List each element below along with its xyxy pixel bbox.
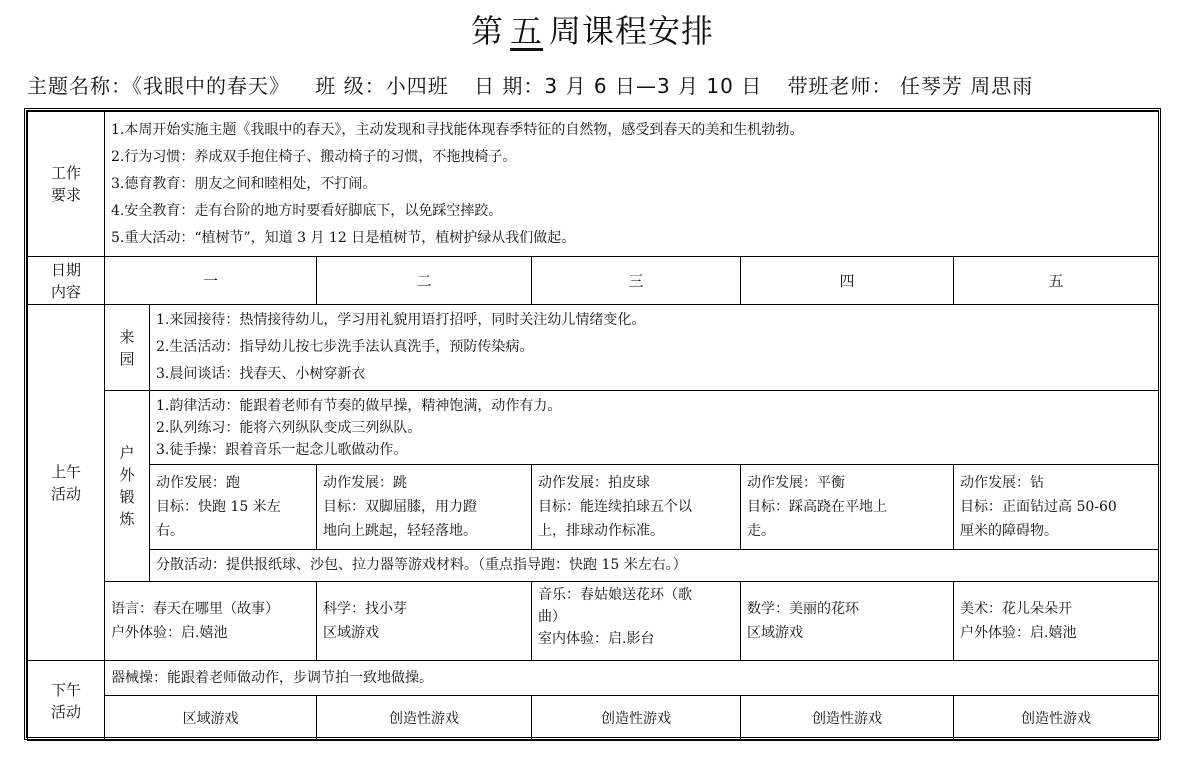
meta-line [27,70,1167,99]
lesson-cell: 科学：找小芽 区域游戏 [317,582,532,661]
outdoor-item: 3.徒手操：跟着音乐一起念儿歌做动作。 [156,441,408,458]
scattered-activity: 分散活动：提供报纸球、沙包、拉力器等游戏材料。（重点指导跑：快跑 15 米左右。） [150,550,1159,582]
afternoon-label: 下午 活动 [28,661,105,741]
schedule-table [27,111,1159,741]
arrival-item: 2.生活活动：指导幼儿按七步洗手法认真洗手，预防传染病。 [156,339,534,355]
outdoor-items [150,391,1159,465]
work-label: 工作 要求 [28,112,105,257]
motor-cell: 动作发展：跑 目标：快跑 15 米左 右。 [150,465,317,550]
game-cell: 创造性游戏 [741,696,954,741]
motor-cell: 动作发展：拍皮球 目标：能连续拍球五个以 上，排球动作标准。 [532,465,741,550]
arrival-item: 1.来园接待：热情接待幼儿，学习用礼貌用语打招呼，同时关注幼儿情绪变化。 [156,312,646,328]
game-cell: 创造性游戏 [954,696,1159,741]
day-header: 五 [954,257,1159,305]
work-item: 5.重大活动：“植树节”，知道 3 月 12 日是植树节，植树护绿从我们做起。 [111,229,576,246]
motor-cell: 动作发展：跳 目标：双脚屈膝，用力蹬 地向上跳起，轻轻落地。 [317,465,532,550]
outdoor-row [28,391,1159,465]
morning-label: 上午 活动 [28,305,105,661]
work-requirements [105,112,1159,257]
scattered-row [28,550,1159,582]
lesson-cell: 语言：春天在哪里（故事） 户外体验：启.嬉池 [105,582,317,661]
lesson-cell: 美术：花儿朵朵开 户外体验：启.嬉池 [954,582,1159,661]
day-header: 一 [105,257,317,305]
arrival-label: 来 园 [105,305,150,391]
work-item: 2.行为习惯：养成双手抱住椅子、搬动椅子的习惯，不拖拽椅子。 [111,148,517,165]
days-row [28,257,1159,305]
day-header: 二 [317,257,532,305]
game-cell: 创造性游戏 [317,696,532,741]
arrival-item: 3.晨间谈话：找春天、小树穿新衣 [156,366,366,382]
game-cell: 区域游戏 [105,696,317,741]
motor-cell: 动作发展：平衡 目标：踩高跷在平地上 走。 [741,465,954,550]
equipment-activity: 器械操：能跟着老师做动作，步调节拍一致地做操。 [105,661,1159,696]
game-cell: 创造性游戏 [532,696,741,741]
lesson-cell: 音乐：春姑娘送花环（歌 曲） 室内体验：启.影台 [532,582,741,661]
motor-cell: 动作发展：钻 目标：正面钻过高 50-60 厘米的障碍物。 [954,465,1159,550]
meta-class: 班 级：小四班 [315,74,449,98]
title-week: 五 [509,12,543,50]
title-prefix: 第 [470,12,504,50]
lessons-row [28,582,1159,661]
lesson-cell: 数学：美丽的花环 区域游戏 [741,582,954,661]
work-item: 1.本周开始实施主题《我眼中的春天》，主动发现和寻找能体现春季特征的自然物，感受到春天的美和生机勃勃。 [111,121,804,138]
outdoor-item: 1.韵律活动：能跟着老师有节奏的做早操，精神饱满，动作有力。 [156,397,562,414]
games-row [28,696,1159,741]
meta-theme: 主题名称：《我眼中的春天》 [27,74,290,98]
motor-row [28,465,1159,550]
work-item: 4.安全教育：走有台阶的地方时要看好脚底下，以免踩空摔跤。 [111,202,503,219]
days-label: 日期 内容 [28,257,105,305]
arrival-row [28,305,1159,391]
page-title [0,6,1185,52]
arrival-items [150,305,1159,391]
outdoor-label: 户 外 锻 炼 [105,391,150,582]
equipment-row [28,661,1159,696]
day-header: 三 [532,257,741,305]
day-header: 四 [741,257,954,305]
title-suffix: 周课程安排 [549,12,715,50]
outdoor-item: 2.队列练习：能将六列纵队变成三列纵队。 [156,419,422,436]
meta-date: 日 期：3 月 6 日—3 月 10 日 [474,74,763,98]
work-row [28,112,1159,257]
work-item: 3.德育教育：朋友之间和睦相处，不打闹。 [111,175,377,192]
meta-teachers: 带班老师： 任琴芳 周思雨 [787,74,1034,98]
